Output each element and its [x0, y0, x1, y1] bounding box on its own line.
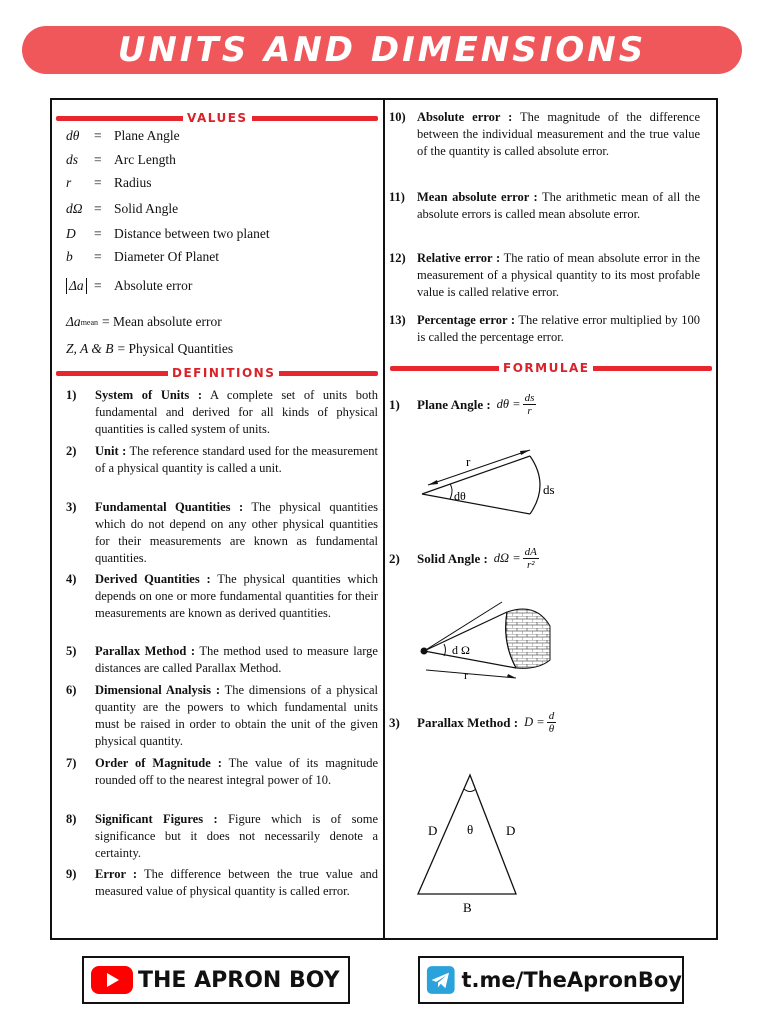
value-symbol: dΩ [66, 201, 83, 216]
value-row-quantities [66, 341, 233, 357]
value-text: = Mean absolute error [102, 314, 222, 329]
value-equals: = [94, 249, 102, 264]
definition-text: The value of its magnitude rounded off to the nearest integral power of 10. [95, 756, 378, 787]
arc-ds [530, 456, 540, 514]
value-text: Distance between two planet [114, 226, 270, 241]
arrow-head [428, 480, 438, 485]
definition-number: 2) [66, 444, 77, 458]
definition-number: 1) [66, 388, 77, 402]
definitions-heading [56, 364, 378, 382]
value-subscript: mean [80, 317, 99, 327]
value-text: Radius [114, 175, 152, 190]
formulae-heading [390, 359, 712, 377]
definition-number: 10) [389, 110, 406, 124]
value-equals: = [94, 278, 102, 293]
plane-angle-diagram [410, 448, 580, 528]
definition-number: 3) [66, 500, 77, 514]
value-row [66, 226, 270, 242]
definition-text: The magnitude of the difference between the individual measurement and the true value of the quantity is called absolute error. [417, 110, 701, 158]
label-theta: θ [467, 822, 474, 837]
definition-number: 9) [66, 867, 77, 881]
definitions-heading-label: DEFINITIONS [168, 364, 279, 382]
definition-number: 5) [66, 644, 77, 658]
definition-term: System of Units : [95, 388, 203, 402]
value-symbol: ds [66, 152, 79, 167]
label-r: r [464, 668, 468, 682]
formula-number: 1) [389, 396, 400, 412]
value-row [66, 278, 192, 294]
value-equals: = [94, 128, 102, 143]
formulae-heading-label: FORMULAE [499, 359, 593, 377]
value-row [66, 249, 219, 265]
definition-text: The ratio of mean absolute error in the measurement of a physical quantity to its most profable value is called relative error. [417, 251, 700, 299]
youtube-badge[interactable] [82, 956, 350, 1004]
formula-name: Plane Angle : [417, 396, 491, 412]
radius-line [422, 456, 530, 494]
definition-text: Figure which is of some significance but it does not necessarily denote a certainty. [95, 812, 379, 860]
title-banner [22, 26, 742, 74]
definition-number: 11) [389, 190, 405, 204]
definition-text: The dimensions of a physical quantity are the powers to which fundamental units must be raised in order to obtain the unit of the given physical quantity. [95, 683, 378, 748]
definition-term: Percentage error : [417, 313, 516, 327]
formula-numerator: d [548, 710, 555, 722]
label-r: r [466, 454, 471, 469]
telegram-icon [426, 964, 456, 996]
telegram-badge[interactable] [418, 956, 684, 1004]
parallax-diagram [390, 770, 550, 920]
definition-number: 6) [66, 683, 77, 697]
definition-term: Dimensional Analysis : [95, 683, 220, 697]
value-row [66, 175, 152, 191]
value-text: Arc Length [114, 152, 176, 167]
value-text: Diameter Of Planet [114, 249, 219, 264]
value-symbol: dθ [66, 128, 80, 143]
value-symbol: Z, A & B [66, 341, 114, 356]
definition-text: The difference between the true value and measured value of physical quantity is called error. [95, 867, 378, 898]
definition-number: 12) [389, 251, 406, 265]
definition-term: Fundamental Quantities : [95, 500, 244, 514]
definition-number: 4) [66, 572, 77, 586]
values-heading [56, 109, 378, 127]
definition-term: Parallax Method : [95, 644, 196, 658]
definition-term: Significant Figures : [95, 812, 218, 826]
formula-lhs: dΩ = [493, 551, 521, 565]
formula-solid-angle [389, 546, 539, 571]
value-symbol: r [66, 175, 72, 190]
page-title: UNITS AND DIMENSIONS [117, 30, 647, 70]
formula-number: 2) [389, 550, 400, 566]
value-row-mean [66, 314, 222, 330]
value-row [66, 201, 178, 217]
value-row [66, 152, 176, 168]
value-equals: = [94, 152, 102, 167]
formula-denominator: r² [526, 559, 535, 571]
radius-line [422, 494, 530, 514]
value-text: Plane Angle [114, 128, 180, 143]
angle-arc [464, 789, 476, 792]
definition-term: Error : [95, 867, 138, 881]
definition-term: Derived Quantities : [95, 572, 211, 586]
definition-text: The method used to measure large distances are called Parallax Method. [95, 644, 378, 675]
formula-plane-angle [389, 392, 536, 417]
value-equals: = [94, 175, 102, 190]
value-row [66, 128, 180, 144]
value-symbol: b [66, 249, 73, 264]
label-d-right: D [506, 823, 516, 838]
formula-denominator: r [527, 405, 532, 417]
label-d-left: D [428, 823, 438, 838]
formula-name: Parallax Method : [417, 714, 519, 730]
dimension-line-r [428, 450, 530, 485]
definition-term: Order of Magnitude : [95, 756, 222, 770]
origin-point [421, 648, 428, 655]
label-domega: d Ω [452, 643, 470, 657]
definition-number: 8) [66, 812, 77, 826]
definition-term: Unit : [95, 444, 127, 458]
formula-numerator: ds [524, 392, 535, 404]
solid-angle-diagram [412, 598, 562, 684]
value-equals: = [94, 201, 102, 216]
formula-numerator: dA [524, 546, 537, 558]
formula-number: 3) [389, 714, 400, 730]
youtube-channel-name: THE APRON BOY [138, 967, 340, 993]
definition-term: Absolute error : [417, 110, 513, 124]
formula-parallax [389, 710, 556, 735]
arrow-head [520, 450, 530, 455]
definition-term: Mean absolute error : [417, 190, 538, 204]
label-b: B [463, 900, 472, 915]
value-text: Solid Angle [114, 201, 179, 216]
label-dtheta: dθ [454, 489, 466, 503]
value-text: = Physical Quantities [117, 341, 234, 356]
value-text: Absolute error [114, 278, 193, 293]
definition-text: The reference standard used for the measurement of a physical quantity is called a unit. [95, 444, 378, 475]
label-ds: ds [543, 482, 555, 497]
formula-name: Solid Angle : [417, 550, 488, 566]
values-heading-label: VALUES [183, 109, 252, 127]
value-symbol: D [66, 226, 76, 241]
column-divider [383, 98, 385, 940]
value-equals: = [94, 226, 102, 241]
telegram-link: t.me/TheApronBoy [461, 968, 682, 992]
definition-number: 13) [389, 313, 406, 327]
value-symbol: Δa [66, 278, 87, 294]
definition-text: The physical quantities which do not depend on any other physical quantities for their measurements are known as fundamental quantities. [95, 500, 378, 565]
definition-text: The physical quantities which depends on one or more fundamental quantities for their measurements are known as derived quantities. [95, 572, 378, 620]
definition-term: Relative error : [417, 251, 501, 265]
formula-lhs: dθ = [496, 397, 521, 411]
definition-text: The arithmetic mean of all the absolute errors is called mean absolute error. [417, 190, 700, 221]
definition-number: 7) [66, 756, 77, 770]
cone-edge [424, 651, 516, 668]
formula-denominator: θ [548, 723, 555, 735]
dimension-line-r [426, 670, 516, 678]
definition-text: The relative error multiplied by 100 is called the percentage error. [417, 313, 700, 344]
formula-lhs: D = [524, 715, 545, 729]
value-symbol: Δa [66, 314, 81, 329]
youtube-icon [90, 964, 134, 996]
angle-arc [450, 484, 452, 499]
definition-text: A complete set of units both fundamental and derived for all kinds of physical quantities is called system of units. [95, 388, 378, 436]
